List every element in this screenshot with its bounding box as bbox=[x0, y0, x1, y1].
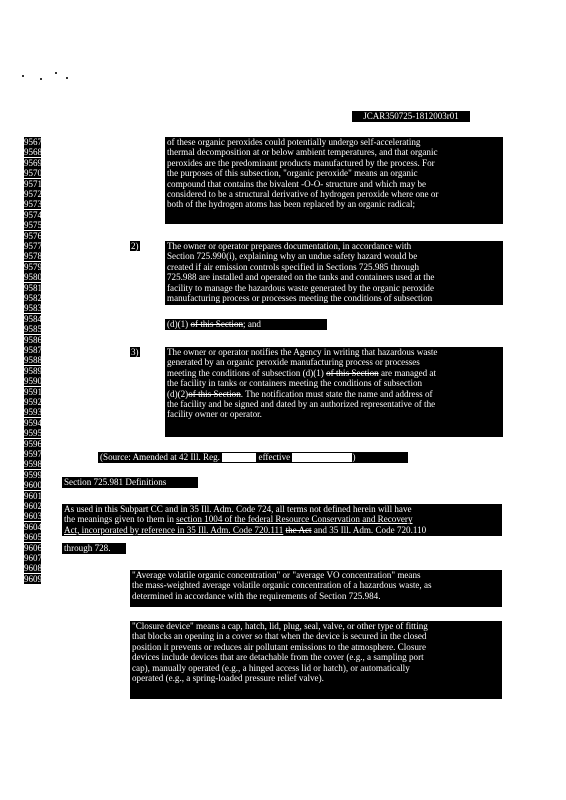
definition-average-vo-concentration: "Average volatile organic concentration" or "average VO concentration" means the mass-weighted average volatile organic concentration of a hazardous waste, as determined in accordance with the requirements of Section 725.984. bbox=[130, 570, 502, 607]
source-note: (Source: Amended at 42 Ill. Reg. effective ) bbox=[98, 452, 408, 463]
inserted-text: section 1004 of the federal Resource Conservation and Recovery bbox=[176, 514, 413, 525]
inserted-text: Act, incorporated by reference in 35 Ill. Adm. Code 720.111 bbox=[64, 524, 284, 535]
blank-field bbox=[292, 453, 352, 462]
struck-text: of this Section bbox=[190, 319, 244, 329]
line-number: 9582 bbox=[24, 293, 42, 303]
struck-text: of this Section bbox=[326, 367, 379, 378]
line-number: 9609 bbox=[24, 573, 42, 584]
line-number: 9581 bbox=[24, 282, 42, 293]
struck-text: the Act bbox=[285, 524, 312, 535]
scan-artifact bbox=[40, 78, 42, 80]
line-number: 9601 bbox=[24, 490, 42, 501]
line-number: 9574 bbox=[24, 209, 42, 220]
line-number: 9584 bbox=[24, 313, 42, 324]
line-number: 9569 bbox=[24, 157, 42, 168]
line-number: 9576 bbox=[24, 230, 42, 241]
definitions-intro-last-line: through 728. bbox=[62, 543, 126, 554]
line-number: 9605 bbox=[24, 532, 42, 543]
line-number: 9586 bbox=[24, 334, 42, 345]
line-number: 9572 bbox=[24, 189, 42, 199]
line-number: 9608 bbox=[24, 563, 42, 574]
line-number: 9573 bbox=[24, 199, 42, 210]
line-number: 9607 bbox=[24, 553, 42, 563]
line-number: 9570 bbox=[24, 168, 42, 179]
document-code-header: JCAR350725-1812003r01 bbox=[352, 111, 470, 122]
line-number: 9599 bbox=[24, 469, 42, 480]
line-number: 9604 bbox=[24, 521, 42, 532]
line-number: 9600 bbox=[24, 480, 42, 491]
definitions-intro-paragraph: As used in this Subpart CC and in 35 Ill. Adm. Code 724, all terms not defined herein will have the meanings given to them in section 1004 of the federal Resource Conservation and Recovery Act, incorporated by reference in 35 Ill. Adm. Code 720.111 the Act and 35 Ill. Adm. Code 720.110 bbox=[62, 504, 502, 536]
line-number: 9589 bbox=[24, 365, 42, 376]
line-number: 9591 bbox=[24, 386, 42, 397]
line-number: 9597 bbox=[24, 449, 42, 459]
line-number: 9578 bbox=[24, 251, 42, 262]
line-number: 9593 bbox=[24, 407, 42, 418]
scan-artifact bbox=[55, 72, 57, 74]
line-number: 9603 bbox=[24, 511, 42, 522]
line-number: 9579 bbox=[24, 261, 42, 272]
line-number: 9598 bbox=[24, 459, 42, 470]
line-number: 9580 bbox=[24, 272, 42, 283]
line-number: 9587 bbox=[24, 345, 42, 355]
scan-artifact bbox=[22, 75, 24, 77]
line-number: 9568 bbox=[24, 147, 42, 158]
item-number-3: 3) bbox=[131, 347, 139, 357]
blank-field bbox=[222, 453, 256, 462]
item-number-2: 2) bbox=[131, 241, 139, 251]
paragraph-item-2-last-line: (d)(1) of this Section; and bbox=[165, 319, 327, 330]
section-heading: Section 725.981 Definitions bbox=[62, 477, 198, 488]
scan-artifact bbox=[66, 77, 68, 79]
line-number: 9567 bbox=[24, 137, 42, 147]
line-number: 9592 bbox=[24, 397, 42, 407]
line-number: 9594 bbox=[24, 417, 42, 428]
paragraph-item-2: The owner or operator prepares documentation, in accordance with Section 725.990(i), explaining why an undue safety hazard would be created if air emission controls specified in Sections 725.985 through 725.988 are installed and operated on the tanks and containers used at the facility to manage the hazardous waste generated by the organic peroxide manufacturing process or processes meeting the conditions of subsection bbox=[165, 241, 503, 305]
line-number: 9602 bbox=[24, 501, 42, 511]
line-number: 9583 bbox=[24, 303, 42, 314]
line-number: 9595 bbox=[24, 428, 42, 439]
struck-text: of this Section bbox=[188, 388, 241, 399]
line-number: 9606 bbox=[24, 542, 42, 553]
paragraph-item-3: The owner or operator notifies the Agency in writing that hazardous waste generated by an organic peroxide manufacturing process or processes meeting the conditions of subsection (d)(1) of this Section are managed at the facility in tanks or containers meeting the conditions of subsection (d)(2)of this Section. The notification must state the name and address of the facility and be signed and dated by an authorized representative of the facility owner or operator. bbox=[165, 347, 503, 437]
paragraph-organic-peroxide-definition: of these organic peroxides could potentially undergo self-accelerating thermal decomposition at or below ambient temperatures, and that organic peroxides are the predominant products manufactured by the process. For the purposes of this subsection, "organic peroxide" means an organic compound that contains the bivalent -O-O- structure and which may be considered to be a structural derivative of hydrogen peroxide where one or both of the hydrogen atoms has been replaced by an organic radical; bbox=[165, 137, 503, 224]
line-number: 9571 bbox=[24, 178, 42, 189]
line-number: 9577 bbox=[24, 241, 42, 251]
definition-closure-device: "Closure device" means a cap, hatch, lid, plug, seal, valve, or other type of fitting that blocks an opening in a cover so that when the device is secured in the closed position it prevents or reduces air pollutant emissions to the atmosphere. Closure devices include devices that are detachable from the cover (e.g., a sampling port cap), manually operated (e.g., a hinged access lid or hatch), or automatically operated (e.g., a spring-loaded pressure relief valve). bbox=[130, 621, 502, 699]
line-number: 9585 bbox=[24, 324, 42, 335]
line-number: 9596 bbox=[24, 438, 42, 449]
line-number: 9588 bbox=[24, 355, 42, 366]
line-number: 9590 bbox=[24, 376, 42, 387]
line-number: 9575 bbox=[24, 220, 42, 231]
